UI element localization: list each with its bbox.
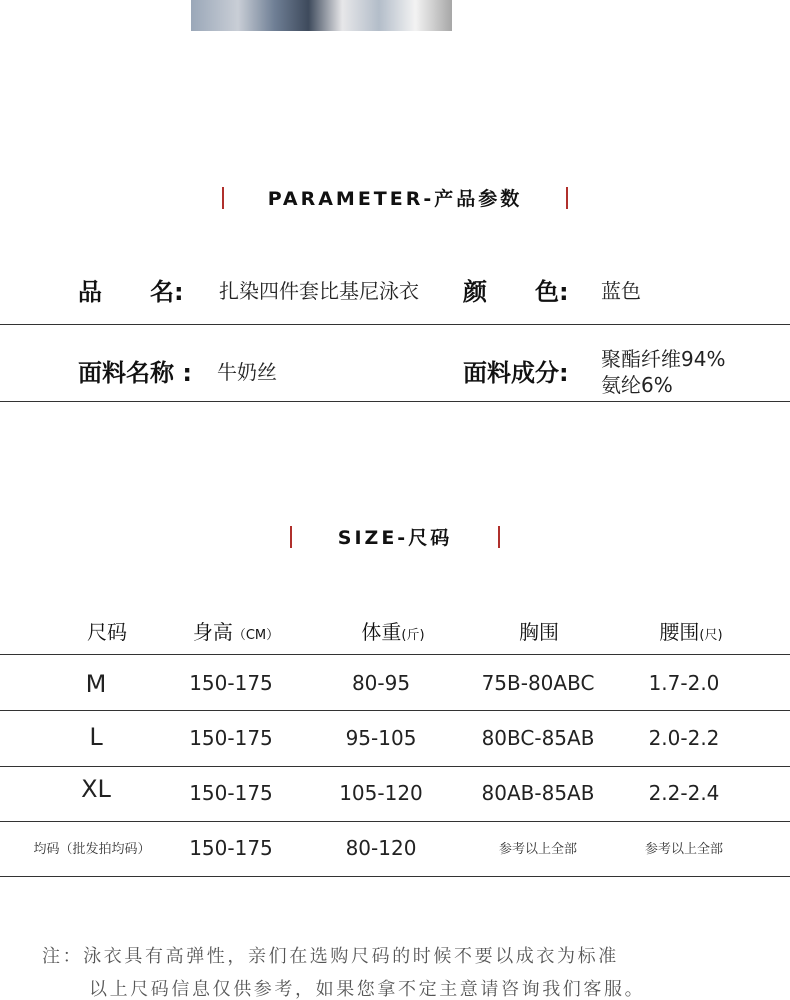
size-column-header: 尺码 [87, 620, 127, 644]
waist-column-header: 腰围(尺) [659, 620, 723, 644]
title-accent-bar-right [566, 187, 568, 209]
waist-cell: 1.7-2.0 [648, 671, 720, 695]
size-cell: 均码（批发拍均码） [33, 842, 151, 857]
size-table-divider [0, 654, 790, 655]
height-cell: 150-175 [189, 781, 273, 805]
parameter-divider-1 [0, 324, 790, 325]
weight-cell: 95-105 [345, 726, 417, 750]
parameter-title-text: PARAMETER-产品参数 [267, 188, 523, 210]
bust-cell: 75B-80ABC [481, 671, 595, 695]
size-table-divider [0, 821, 790, 822]
bust-cell: 80BC-85AB [481, 726, 595, 750]
fabric-name-value: 牛奶丝 [217, 360, 277, 384]
waist-cell: 2.2-2.4 [648, 781, 720, 805]
color-value: 蓝色 [601, 279, 641, 303]
title-accent-bar-right [498, 526, 500, 548]
title-accent-bar-left [222, 187, 224, 209]
product-photo-crop [191, 0, 452, 31]
size-cell: XL [81, 775, 111, 803]
height-cell: 150-175 [189, 726, 273, 750]
bust-cell: 参考以上全部 [498, 842, 578, 857]
product-name-value: 扎染四件套比基尼泳衣 [219, 279, 419, 303]
title-accent-bar-left [290, 526, 292, 548]
color-label: 颜 色: [463, 278, 569, 306]
note-line-1: 注：泳衣具有高弹性，亲们在选购尺码的时候不要以成衣为标准 [42, 946, 619, 967]
fabric-composition-label: 面料成分: [463, 359, 569, 387]
note-line-2: 以上尺码信息仅供参考，如果您拿不定主意请咨询我们客服。 [89, 979, 646, 1000]
size-cell: L [89, 723, 103, 751]
bust-column-header: 胸围 [519, 620, 559, 644]
height-column-header: 身高（CM） [192, 620, 280, 644]
size-table-divider [0, 876, 790, 877]
fabric-composition-line-2: 氨纶6% [601, 373, 673, 397]
size-table-divider [0, 766, 790, 767]
size-section-title [0, 523, 790, 550]
size-title-text: SIZE-尺码 [337, 527, 453, 549]
weight-cell: 105-120 [339, 781, 423, 805]
weight-cell: 80-95 [351, 671, 411, 695]
parameter-divider-2 [0, 401, 790, 402]
waist-cell: 2.0-2.2 [648, 726, 720, 750]
height-cell: 150-175 [189, 671, 273, 695]
bust-cell: 80AB-85AB [481, 781, 595, 805]
size-cell: M [85, 670, 107, 698]
weight-cell: 80-120 [345, 836, 417, 860]
waist-cell: 参考以上全部 [644, 842, 724, 857]
product-name-label: 品 名: [78, 278, 184, 306]
size-table-divider [0, 710, 790, 711]
weight-column-header: 体重(斤) [361, 620, 425, 644]
height-cell: 150-175 [189, 836, 273, 860]
parameter-section-title [0, 184, 790, 211]
fabric-name-label: 面料名称 : [78, 359, 192, 387]
fabric-composition-line-1: 聚酯纤维94% [601, 347, 726, 371]
